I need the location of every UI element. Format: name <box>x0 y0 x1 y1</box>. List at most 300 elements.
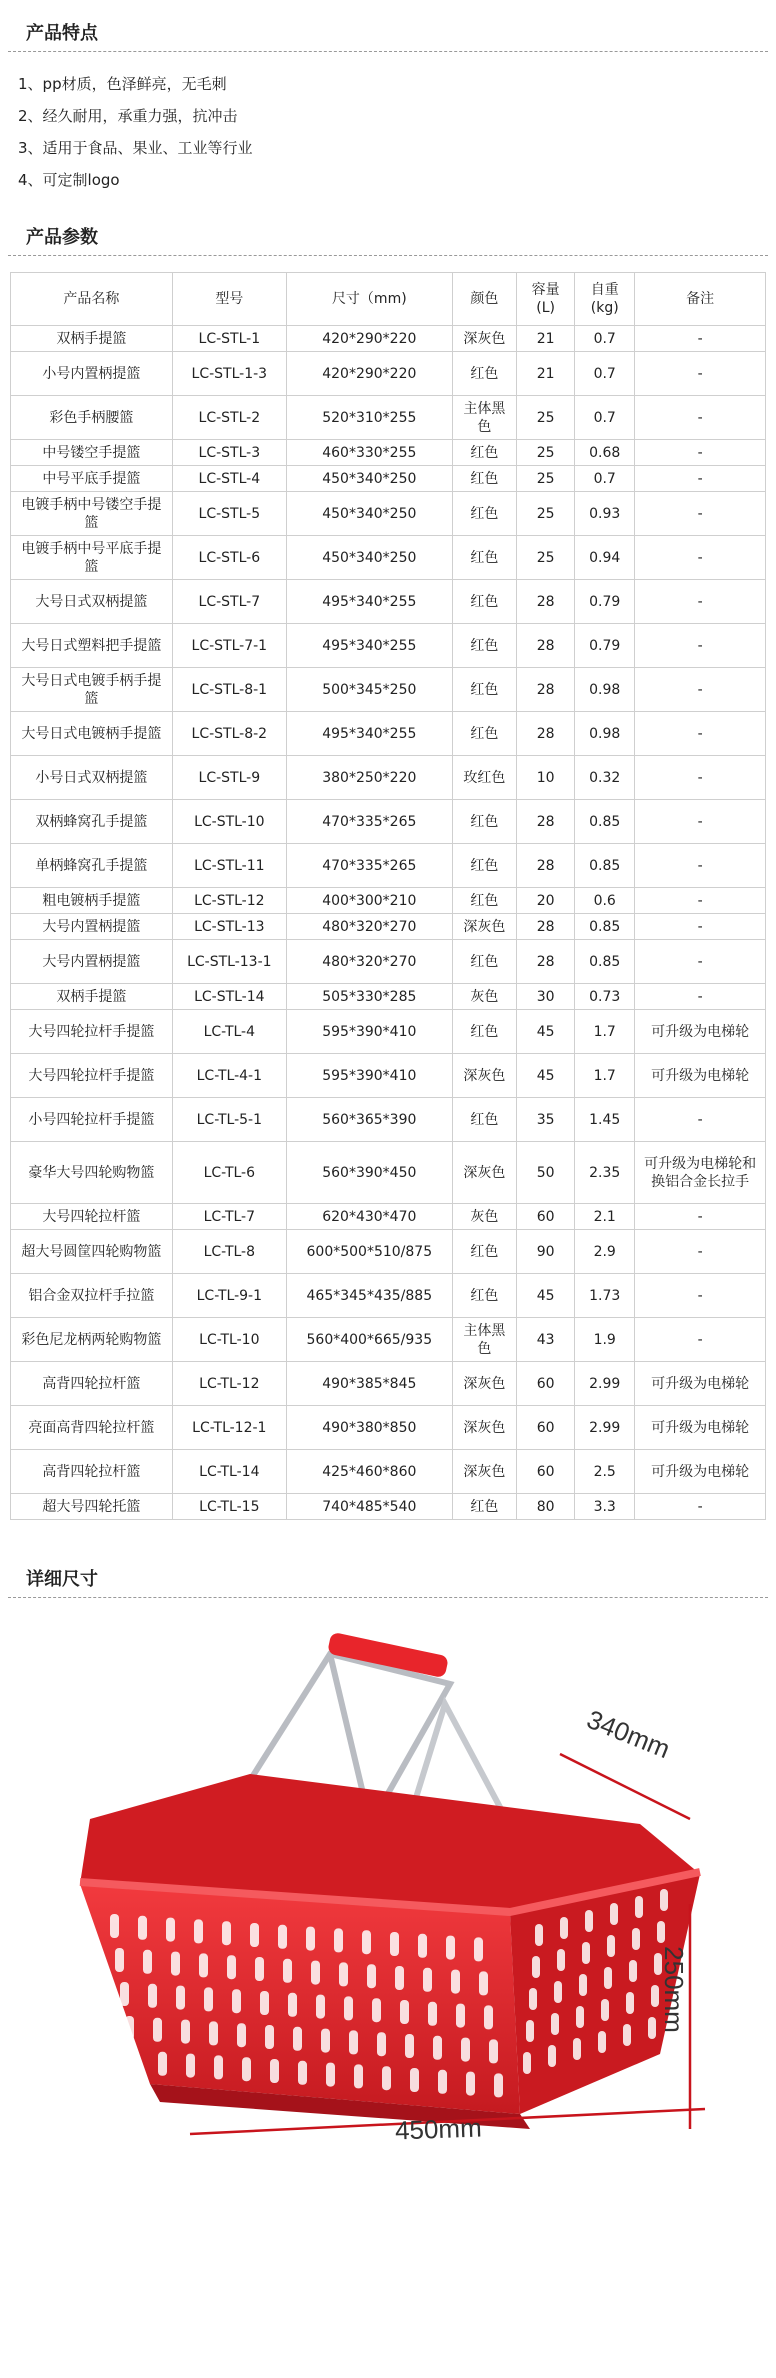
table-header-row <box>11 273 766 326</box>
basket-slot <box>451 1970 460 1994</box>
table-cell: 2.9 <box>575 1230 635 1274</box>
table-cell: LC-TL-8 <box>172 1230 286 1274</box>
table-cell: 2.5 <box>575 1450 635 1494</box>
basket-slot <box>176 1986 185 2010</box>
column-header: 自重 (kg) <box>575 273 635 326</box>
table-cell: 21 <box>517 326 575 352</box>
table-cell: 深灰色 <box>452 1362 516 1406</box>
basket-slot <box>648 2017 656 2039</box>
table-cell: LC-TL-4-1 <box>172 1054 286 1098</box>
table-cell: 可升级为电梯轮 <box>635 1450 766 1494</box>
table-cell: 520*310*255 <box>286 396 452 440</box>
basket-slot <box>428 2002 437 2026</box>
table-row <box>11 668 766 712</box>
basket-slot <box>354 2064 363 2088</box>
table-cell: 超大号圆筐四轮购物篮 <box>11 1230 173 1274</box>
table-cell: 0.94 <box>575 536 635 580</box>
basket-slot <box>130 2050 139 2074</box>
basket-slot <box>311 1961 320 1985</box>
table-cell: LC-STL-4 <box>172 466 286 492</box>
table-cell: LC-TL-9-1 <box>172 1274 286 1318</box>
table-cell: 小号内置柄提篮 <box>11 352 173 396</box>
table-cell: 560*390*450 <box>286 1142 452 1204</box>
table-cell: - <box>635 756 766 800</box>
table-cell: 465*345*435/885 <box>286 1274 452 1318</box>
basket-slot <box>466 2072 475 2096</box>
table-cell: 双柄手提篮 <box>11 984 173 1010</box>
basket-slot <box>579 1974 587 1996</box>
table-cell: 28 <box>517 668 575 712</box>
table-cell: LC-TL-4 <box>172 1010 286 1054</box>
table-cell: 小号日式双柄提篮 <box>11 756 173 800</box>
table-cell: 490*380*850 <box>286 1406 452 1450</box>
basket-slot <box>232 1989 241 2013</box>
table-cell: 深灰色 <box>452 1054 516 1098</box>
table-cell: 480*320*270 <box>286 914 452 940</box>
table-cell: - <box>635 800 766 844</box>
table-cell: 0.7 <box>575 466 635 492</box>
table-cell: 红色 <box>452 624 516 668</box>
table-cell: 0.79 <box>575 624 635 668</box>
table-row <box>11 352 766 396</box>
basket-slot <box>535 1924 543 1946</box>
basket-slot <box>171 1952 180 1976</box>
size-section <box>0 1546 776 2154</box>
table-cell: 红色 <box>452 1098 516 1142</box>
table-cell: 红色 <box>452 800 516 844</box>
table-cell: - <box>635 712 766 756</box>
basket-slot <box>120 1982 129 2006</box>
table-cell: 红色 <box>452 1494 516 1520</box>
table-cell: LC-STL-12 <box>172 888 286 914</box>
basket-slot <box>125 2016 134 2040</box>
basket-slot <box>209 2021 218 2045</box>
table-cell: 彩色手柄腰篮 <box>11 396 173 440</box>
basket-slot <box>390 1932 399 1956</box>
basket-slot <box>306 1927 315 1951</box>
basket-slot <box>629 1960 637 1982</box>
table-cell: 超大号四轮托篮 <box>11 1494 173 1520</box>
basket-slot <box>260 1991 269 2015</box>
basket-slot <box>362 1930 371 1954</box>
basket-slot <box>494 2073 503 2097</box>
basket-slot <box>321 2029 330 2053</box>
table-row <box>11 1230 766 1274</box>
table-cell: 大号日式塑料把手提篮 <box>11 624 173 668</box>
table-cell: 495*340*255 <box>286 580 452 624</box>
table-cell: LC-STL-3 <box>172 440 286 466</box>
basket-slot <box>204 1987 213 2011</box>
basket-slot <box>554 1981 562 2003</box>
table-cell: 0.6 <box>575 888 635 914</box>
basket-slot <box>344 1996 353 2020</box>
table-cell: 0.79 <box>575 580 635 624</box>
basket-slot <box>339 1962 348 1986</box>
table-cell: LC-TL-6 <box>172 1142 286 1204</box>
table-row <box>11 940 766 984</box>
basket-slot <box>199 1953 208 1977</box>
params-title: 产品参数 <box>8 204 768 256</box>
table-cell: - <box>635 984 766 1010</box>
table-row <box>11 580 766 624</box>
table-cell: 可升级为电梯轮和换铝合金长拉手 <box>635 1142 766 1204</box>
table-cell: 28 <box>517 580 575 624</box>
table-cell: 红色 <box>452 1010 516 1054</box>
table-row <box>11 1362 766 1406</box>
basket-slot <box>657 1921 665 1943</box>
basket-slot <box>250 1923 259 1947</box>
table-cell: 红色 <box>452 712 516 756</box>
table-cell: 460*330*255 <box>286 440 452 466</box>
table-cell: 深灰色 <box>452 326 516 352</box>
feature-item: 1、pp材质，色泽鲜亮，无毛刺 <box>18 75 227 93</box>
basket-slot <box>372 1998 381 2022</box>
width-label: 450mm <box>394 2112 483 2146</box>
table-cell: - <box>635 440 766 466</box>
table-cell: LC-TL-10 <box>172 1318 286 1362</box>
table-cell: - <box>635 668 766 712</box>
table-cell: - <box>635 492 766 536</box>
table-cell: LC-STL-11 <box>172 844 286 888</box>
column-header: 产品名称 <box>11 273 173 326</box>
basket-slot <box>334 1928 343 1952</box>
table-cell: - <box>635 844 766 888</box>
basket-slot <box>237 2023 246 2047</box>
basket-slot <box>607 1935 615 1957</box>
table-cell: 2.99 <box>575 1406 635 1450</box>
table-cell: 0.85 <box>575 914 635 940</box>
table-cell: 10 <box>517 756 575 800</box>
table-cell: LC-STL-10 <box>172 800 286 844</box>
basket-slot <box>632 1928 640 1950</box>
table-cell: LC-STL-8-2 <box>172 712 286 756</box>
table-cell: LC-STL-5 <box>172 492 286 536</box>
table-cell: 380*250*220 <box>286 756 452 800</box>
depth-label: 340mm <box>582 1703 675 1765</box>
table-cell: 25 <box>517 396 575 440</box>
table-cell: 3.3 <box>575 1494 635 1520</box>
table-row <box>11 888 766 914</box>
table-cell: 大号日式电镀手柄手提篮 <box>11 668 173 712</box>
table-cell: 0.93 <box>575 492 635 536</box>
basket-slot <box>626 1992 634 2014</box>
table-cell: 495*340*255 <box>286 624 452 668</box>
table-cell: 45 <box>517 1274 575 1318</box>
table-cell: 红色 <box>452 492 516 536</box>
table-cell: 60 <box>517 1406 575 1450</box>
basket-slot <box>110 1914 119 1938</box>
table-cell: 双柄蜂窝孔手提篮 <box>11 800 173 844</box>
basket-slot <box>278 1925 287 1949</box>
table-cell: 2.35 <box>575 1142 635 1204</box>
table-cell: 红色 <box>452 536 516 580</box>
table-cell: 28 <box>517 844 575 888</box>
table-cell: 红色 <box>452 352 516 396</box>
basket-slot <box>529 1988 537 2010</box>
basket-slot <box>523 2052 531 2074</box>
table-cell: LC-TL-7 <box>172 1204 286 1230</box>
basket-slot <box>474 1937 483 1961</box>
table-cell: 560*365*390 <box>286 1098 452 1142</box>
basket-slot <box>382 2066 391 2090</box>
table-row <box>11 1450 766 1494</box>
table-cell: 深灰色 <box>452 1142 516 1204</box>
table-cell: 1.9 <box>575 1318 635 1362</box>
basket-slot <box>585 1910 593 1932</box>
basket-slot <box>395 1966 404 1990</box>
table-cell: 60 <box>517 1450 575 1494</box>
table-row <box>11 1010 766 1054</box>
column-header: 尺寸（mm) <box>286 273 452 326</box>
table-cell: 505*330*285 <box>286 984 452 1010</box>
table-cell: 90 <box>517 1230 575 1274</box>
basket-slot <box>623 2024 631 2046</box>
table-row <box>11 800 766 844</box>
table-cell: 1.7 <box>575 1010 635 1054</box>
table-cell: LC-TL-5-1 <box>172 1098 286 1142</box>
feature-item: 4、可定制logo <box>18 171 120 189</box>
table-cell: 80 <box>517 1494 575 1520</box>
table-cell: 560*400*665/935 <box>286 1318 452 1362</box>
basket-slot <box>377 2032 386 2056</box>
basket-slot <box>186 2054 195 2078</box>
table-cell: - <box>635 466 766 492</box>
basket-photo <box>0 1614 776 2154</box>
basket-slot <box>560 1917 568 1939</box>
table-row <box>11 712 766 756</box>
table-cell: 0.85 <box>575 844 635 888</box>
column-header: 颜色 <box>452 273 516 326</box>
table-cell: 高背四轮拉杆篮 <box>11 1450 173 1494</box>
table-cell: 45 <box>517 1054 575 1098</box>
table-cell: 20 <box>517 888 575 914</box>
table-cell: 1.7 <box>575 1054 635 1098</box>
table-row <box>11 756 766 800</box>
table-cell: 大号日式电镀柄手提篮 <box>11 712 173 756</box>
table-cell: - <box>635 940 766 984</box>
table-cell: 红色 <box>452 440 516 466</box>
basket-slot <box>418 1934 427 1958</box>
table-cell: 30 <box>517 984 575 1010</box>
table-cell: 470*335*265 <box>286 800 452 844</box>
features-title: 产品特点 <box>8 0 768 52</box>
table-row <box>11 536 766 580</box>
table-cell: 红色 <box>452 1230 516 1274</box>
table-cell: 420*290*220 <box>286 352 452 396</box>
basket-slot <box>582 1942 590 1964</box>
table-cell: 480*320*270 <box>286 940 452 984</box>
table-cell: 43 <box>517 1318 575 1362</box>
params-section <box>0 204 776 1520</box>
table-cell: 1.45 <box>575 1098 635 1142</box>
table-cell: 50 <box>517 1142 575 1204</box>
table-cell: 中号平底手提篮 <box>11 466 173 492</box>
table-row <box>11 466 766 492</box>
table-cell: 粗电镀柄手提篮 <box>11 888 173 914</box>
feature-item: 3、适用于食品、果业、工业等行业 <box>18 139 253 157</box>
table-cell: 电镀手柄中号平底手提篮 <box>11 536 173 580</box>
column-header: 备注 <box>635 273 766 326</box>
table-row <box>11 396 766 440</box>
table-cell: 大号内置柄提篮 <box>11 940 173 984</box>
table-cell: 740*485*540 <box>286 1494 452 1520</box>
table-cell: 28 <box>517 800 575 844</box>
table-cell: 2.1 <box>575 1204 635 1230</box>
table-cell: 深灰色 <box>452 914 516 940</box>
table-row <box>11 1274 766 1318</box>
basket-slot <box>446 1936 455 1960</box>
basket-slot <box>598 2031 606 2053</box>
table-cell: 45 <box>517 1010 575 1054</box>
table-row <box>11 326 766 352</box>
table-row <box>11 1142 766 1204</box>
table-cell: 35 <box>517 1098 575 1142</box>
table-cell: 0.73 <box>575 984 635 1010</box>
table-cell: 主体黑色 <box>452 396 516 440</box>
table-cell: LC-STL-7 <box>172 580 286 624</box>
table-row <box>11 624 766 668</box>
basket-slot <box>194 1919 203 1943</box>
table-cell: 25 <box>517 492 575 536</box>
table-cell: 28 <box>517 940 575 984</box>
table-row <box>11 1406 766 1450</box>
table-cell: - <box>635 580 766 624</box>
table-cell: 25 <box>517 440 575 466</box>
table-row <box>11 1494 766 1520</box>
basket-slot <box>293 2027 302 2051</box>
table-cell: - <box>635 1318 766 1362</box>
basket-slot <box>405 2034 414 2058</box>
table-cell: 大号四轮拉杆手提篮 <box>11 1054 173 1098</box>
column-header: 型号 <box>172 273 286 326</box>
table-cell: 单柄蜂窝孔手提篮 <box>11 844 173 888</box>
basket-slot <box>548 2045 556 2067</box>
table-cell: 25 <box>517 536 575 580</box>
table-cell: 可升级为电梯轮 <box>635 1010 766 1054</box>
table-cell: 亮面高背四轮拉杆篮 <box>11 1406 173 1450</box>
table-cell: 595*390*410 <box>286 1054 452 1098</box>
table-cell: 铝合金双拉杆手拉篮 <box>11 1274 173 1318</box>
table-cell: LC-TL-12-1 <box>172 1406 286 1450</box>
table-cell: 1.73 <box>575 1274 635 1318</box>
table-cell: 425*460*860 <box>286 1450 452 1494</box>
basket-slot <box>601 1999 609 2021</box>
basket-slot <box>423 1968 432 1992</box>
table-cell: LC-TL-12 <box>172 1362 286 1406</box>
table-cell: 490*385*845 <box>286 1362 452 1406</box>
table-cell: 620*430*470 <box>286 1204 452 1230</box>
table-cell: 红色 <box>452 580 516 624</box>
table-cell: 小号四轮拉杆手提篮 <box>11 1098 173 1142</box>
table-cell: 红色 <box>452 668 516 712</box>
table-cell: 大号四轮拉杆手提篮 <box>11 1010 173 1054</box>
table-cell: 可升级为电梯轮 <box>635 1054 766 1098</box>
table-cell: 60 <box>517 1362 575 1406</box>
basket-slot <box>576 2006 584 2028</box>
table-cell: - <box>635 1494 766 1520</box>
basket-slot <box>526 2020 534 2042</box>
basket-slot <box>138 1916 147 1940</box>
table-cell: 450*340*250 <box>286 536 452 580</box>
basket-slot <box>242 2057 251 2081</box>
table-row <box>11 1054 766 1098</box>
height-label: 250mm <box>658 1946 689 2033</box>
table-cell: 400*300*210 <box>286 888 452 914</box>
table-cell: 0.85 <box>575 940 635 984</box>
table-cell: 470*335*265 <box>286 844 452 888</box>
table-cell: 28 <box>517 712 575 756</box>
table-cell: 灰色 <box>452 984 516 1010</box>
table-cell: LC-STL-13-1 <box>172 940 286 984</box>
basket-slot <box>222 1921 231 1945</box>
basket-slot <box>265 2025 274 2049</box>
basket-slot <box>153 2018 162 2042</box>
table-cell: - <box>635 624 766 668</box>
table-cell: 红色 <box>452 844 516 888</box>
table-cell: 0.7 <box>575 396 635 440</box>
table-row <box>11 844 766 888</box>
basket-slot <box>298 2061 307 2085</box>
table-cell: LC-STL-14 <box>172 984 286 1010</box>
basket-slot <box>532 1956 540 1978</box>
basket-slot <box>288 1993 297 2017</box>
column-header: 容量 (L) <box>517 273 575 326</box>
table-cell: 红色 <box>452 888 516 914</box>
table-cell: LC-STL-1 <box>172 326 286 352</box>
basket-slot <box>255 1957 264 1981</box>
table-cell: 21 <box>517 352 575 396</box>
basket-slot <box>573 2038 581 2060</box>
table-cell: LC-STL-13 <box>172 914 286 940</box>
basket-image <box>0 1614 776 2154</box>
table-cell: - <box>635 1098 766 1142</box>
table-cell: 28 <box>517 914 575 940</box>
table-cell: 电镀手柄中号镂空手提篮 <box>11 492 173 536</box>
table-cell: 主体黑色 <box>452 1318 516 1362</box>
basket-slot <box>484 2005 493 2029</box>
table-cell: LC-STL-1-3 <box>172 352 286 396</box>
table-cell: 红色 <box>452 1274 516 1318</box>
table-cell: - <box>635 1204 766 1230</box>
table-cell: 深灰色 <box>452 1406 516 1450</box>
table-cell: - <box>635 536 766 580</box>
params-table <box>10 272 766 1520</box>
feature-item: 2、经久耐用，承重力强，抗冲击 <box>18 107 238 125</box>
table-cell: LC-TL-15 <box>172 1494 286 1520</box>
basket-slot <box>326 2063 335 2087</box>
table-cell: 0.7 <box>575 326 635 352</box>
table-cell: 大号四轮拉杆篮 <box>11 1204 173 1230</box>
table-cell: 500*345*250 <box>286 668 452 712</box>
table-cell: - <box>635 914 766 940</box>
table-cell: LC-STL-7-1 <box>172 624 286 668</box>
table-cell: 0.68 <box>575 440 635 466</box>
table-row <box>11 1204 766 1230</box>
table-cell: LC-STL-2 <box>172 396 286 440</box>
basket-slot <box>227 1955 236 1979</box>
table-cell: 大号内置柄提篮 <box>11 914 173 940</box>
table-cell: 28 <box>517 624 575 668</box>
basket-slot <box>635 1896 643 1918</box>
table-cell: 2.99 <box>575 1362 635 1406</box>
table-row <box>11 1098 766 1142</box>
table-cell: LC-STL-6 <box>172 536 286 580</box>
table-cell: 60 <box>517 1204 575 1230</box>
table-row <box>11 492 766 536</box>
basket-slot <box>367 1964 376 1988</box>
table-cell: 600*500*510/875 <box>286 1230 452 1274</box>
table-cell: - <box>635 1274 766 1318</box>
